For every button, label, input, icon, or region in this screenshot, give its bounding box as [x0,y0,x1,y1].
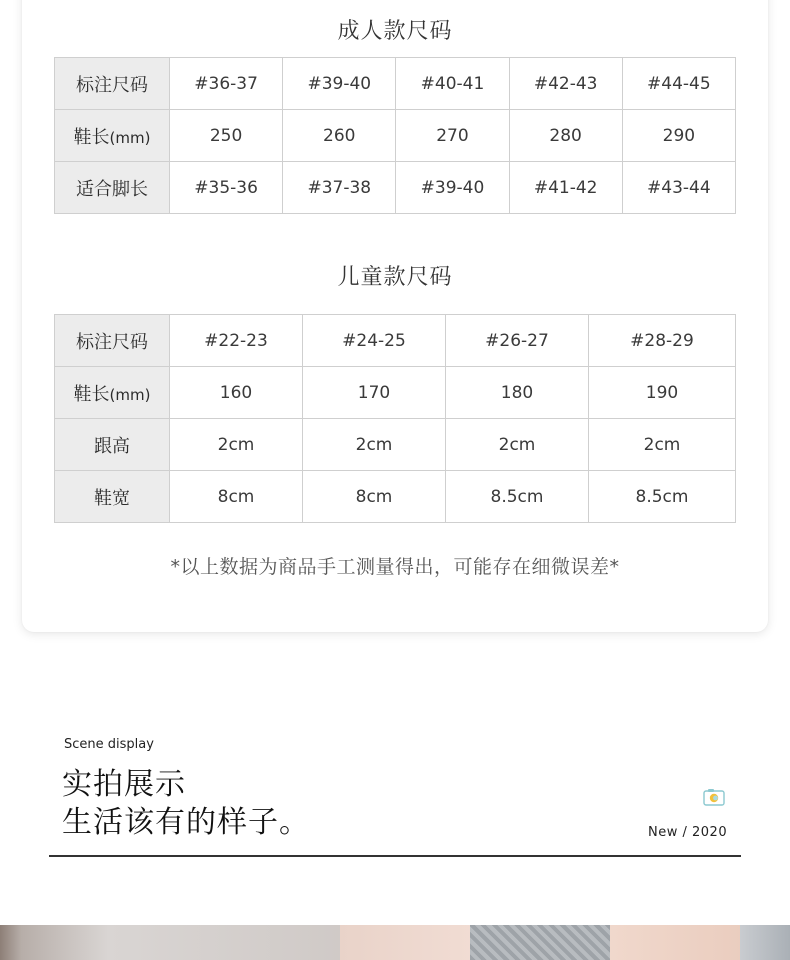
row-label-text: 鞋宽 [94,487,130,509]
measurement-note: *以上数据为商品手工测量得出，可能存在细微误差* [170,556,620,578]
kids-size-row-label [55,367,170,419]
row-label-text: 适合脚长 [76,178,148,200]
row-label-unit: (mm) [109,385,151,404]
adult-size-cell: #37-38 [283,162,396,214]
lifestyle-photo [0,925,790,960]
adult-size-row [55,162,736,214]
kids-size-title: 儿童款尺码 [337,265,453,290]
row-label-text: 跟高 [94,435,130,457]
adult-size-cell: 250 [170,110,283,162]
adult-size-cell: #40-41 [396,58,509,110]
adult-size-title: 成人款尺码 [337,19,453,44]
scene-title-line2: 生活该有的样子。 [62,805,310,840]
kids-size-cell: 8.5cm [446,471,589,523]
kids-size-cell: 2cm [303,419,446,471]
kids-size-table [54,314,736,523]
kids-size-row [55,367,736,419]
row-label-unit: (mm) [109,128,151,147]
kids-size-cell: 2cm [170,419,303,471]
row-label-text: 标注尺码 [76,74,148,96]
adult-size-cell: #41-42 [509,162,622,214]
adult-size-row-label [55,162,170,214]
adult-size-row [55,58,736,110]
kids-size-cell: #22-23 [170,315,303,367]
kids-size-cell: 8.5cm [589,471,736,523]
kids-size-cell: 160 [170,367,303,419]
kids-size-row [55,471,736,523]
kids-size-cell: #24-25 [303,315,446,367]
adult-size-cell: #43-44 [622,162,735,214]
adult-size-row [55,110,736,162]
camera-icon [703,788,725,806]
new-year-label: New / 2020 [648,825,728,840]
kids-size-row-label [55,315,170,367]
row-label-text: 鞋长 [73,383,110,405]
kids-size-cell: 170 [303,367,446,419]
adult-size-cell: #42-43 [509,58,622,110]
adult-size-cell: 270 [396,110,509,162]
kids-size-cell: #26-27 [446,315,589,367]
kids-size-cell: 190 [589,367,736,419]
kids-size-row-label [55,419,170,471]
scene-display-label: Scene display [64,737,154,752]
kids-size-cell: 2cm [446,419,589,471]
adult-size-cell: #35-36 [170,162,283,214]
scene-title [62,766,310,842]
kids-size-cell: #28-29 [589,315,736,367]
row-label-text: 标注尺码 [76,331,148,353]
scene-divider [49,855,741,857]
kids-size-cell: 180 [446,367,589,419]
adult-size-table [54,57,736,214]
adult-size-cell: #44-45 [622,58,735,110]
adult-size-cell: #39-40 [396,162,509,214]
kids-size-row [55,315,736,367]
adult-size-cell: #36-37 [170,58,283,110]
kids-size-cell: 8cm [303,471,446,523]
kids-size-row-label [55,471,170,523]
kids-size-cell: 8cm [170,471,303,523]
kids-size-cell: 2cm [589,419,736,471]
kids-size-row [55,419,736,471]
adult-size-cell: 290 [622,110,735,162]
row-label-text: 鞋长 [73,126,110,148]
scene-title-line1: 实拍展示 [62,767,186,802]
adult-size-row-label [55,110,170,162]
adult-size-cell: 280 [509,110,622,162]
adult-size-cell: 260 [283,110,396,162]
adult-size-row-label [55,58,170,110]
adult-size-cell: #39-40 [283,58,396,110]
